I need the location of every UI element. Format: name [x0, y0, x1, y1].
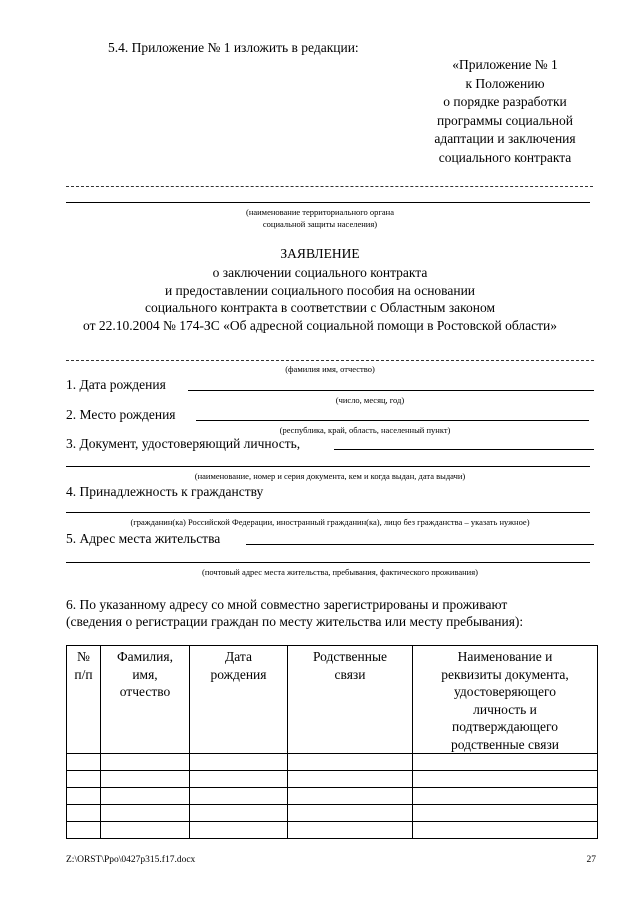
residents-table [66, 645, 598, 839]
header-line: № [77, 649, 90, 664]
title-line: от 22.10.2004 № 174-ЗС «Об адресной социальной помощи в Ростовской области» [83, 317, 557, 333]
table-cell[interactable] [413, 754, 598, 771]
appendix-line: социального контракта [438, 149, 572, 165]
table-cell[interactable] [101, 771, 190, 788]
appendix-line: адаптации и заключения [434, 131, 576, 146]
birth-date-field[interactable] [188, 390, 594, 391]
table-cell[interactable] [190, 771, 288, 788]
table-cell[interactable] [101, 754, 190, 771]
appendix-line: к Положению [465, 75, 545, 91]
appendix-line: программы социальной [437, 112, 573, 128]
table-cell[interactable] [101, 788, 190, 805]
header-line: родственные связи [451, 736, 559, 752]
fio-caption: (фамилия имя, отчество) [285, 364, 375, 374]
table-cell[interactable] [288, 754, 413, 771]
appendix-block [405, 56, 605, 167]
address-caption: (почтовый адрес места жительства, пребывания, фактического проживания) [202, 567, 478, 577]
table-cell[interactable] [288, 822, 413, 839]
birth-place-field[interactable] [196, 420, 589, 421]
table-cell[interactable] [67, 805, 101, 822]
title-line: и предоставлении социального пособия на основании [164, 282, 476, 298]
table-cell[interactable] [190, 805, 288, 822]
fio-line [66, 360, 594, 361]
header-line: Дата [225, 649, 252, 664]
table-cell[interactable] [190, 754, 288, 771]
table-row [67, 771, 598, 788]
document-caption: (наименование, номер и серия документа, кем и когда выдан, дата выдачи) [194, 471, 466, 481]
table-cell[interactable] [413, 822, 598, 839]
table-cell[interactable] [413, 805, 598, 822]
table-cell[interactable] [67, 771, 101, 788]
header-line: реквизиты документа, [441, 666, 569, 682]
citizenship-field[interactable] [66, 512, 590, 513]
document-field-2[interactable] [66, 466, 590, 467]
table-cell[interactable] [190, 822, 288, 839]
birth-place-caption: (республика, край, область, населенный пункт) [279, 425, 451, 435]
table-cell[interactable] [101, 822, 190, 839]
header-line: связи [334, 666, 366, 682]
header-line: имя, [132, 666, 158, 682]
authority-line-2 [66, 202, 590, 203]
intro-text: 5.4. Приложение № 1 изложить в редакции: [108, 40, 359, 55]
header-birth-date [190, 646, 288, 754]
title-line: социального контракта в соответствии с Областным законом [144, 300, 496, 315]
authority-line-1 [66, 186, 593, 187]
header-document [413, 646, 598, 754]
header-line: личность и [473, 701, 537, 717]
table-cell[interactable] [413, 771, 598, 788]
citizenship-label: 4. Принадлежность к гражданству [66, 484, 264, 499]
table-cell[interactable] [67, 822, 101, 839]
table-header-row [67, 646, 598, 754]
table-cell[interactable] [67, 788, 101, 805]
citizenship-caption: (гражданин(ка) Российской Федерации, иностранный гражданин(ка), лицо без гражданства – указать нужное) [130, 517, 530, 527]
table-row [67, 788, 598, 805]
appendix-line: о порядке разработки [443, 94, 567, 109]
birth-date-label: 1. Дата рождения [66, 377, 166, 392]
header-line: Наименование и [457, 649, 553, 664]
title-line: о заключении социального контракта [212, 265, 428, 280]
table-row [67, 805, 598, 822]
authority-caption: (наименование территориального органа [245, 207, 394, 217]
birth-place-label: 2. Место рождения [66, 407, 176, 422]
table-cell[interactable] [67, 754, 101, 771]
document-label: 3. Документ, удостоверяющий личность, [66, 436, 301, 451]
header-number [67, 646, 101, 754]
header-fio [101, 646, 190, 754]
table-row [67, 822, 598, 839]
table-cell[interactable] [190, 788, 288, 805]
header-line: Родственные [312, 649, 388, 664]
address-field[interactable] [246, 544, 594, 545]
table-row [67, 754, 598, 771]
appendix-line: «Приложение № 1 [452, 57, 558, 72]
section6-line2: (сведения о регистрации граждан по месту жительства или месту пребывания): [66, 614, 524, 629]
header-line: удостоверяющего [454, 684, 556, 699]
address-label: 5. Адрес места жительства [66, 531, 221, 546]
footer-path: Z:\ORST\Ppo\0427p315.f17.docx [66, 855, 196, 865]
header-line: п/п [74, 666, 93, 682]
header-line: отчество [119, 684, 171, 699]
table-cell[interactable] [288, 771, 413, 788]
address-field-2[interactable] [66, 562, 590, 563]
title-description [20, 264, 620, 334]
header-line: Фамилия, [117, 649, 173, 664]
document-title: ЗАЯВЛЕНИЕ [280, 246, 360, 261]
section6-line1: 6. По указанному адресу со мной совместно зарегистрированы и проживают [66, 597, 508, 612]
authority-caption: социальной защиты населения) [262, 219, 378, 229]
page-number: 27 [586, 855, 596, 865]
header-line: подтверждающего [451, 719, 558, 734]
table-cell[interactable] [413, 788, 598, 805]
document-field[interactable] [334, 449, 594, 450]
table-cell[interactable] [101, 805, 190, 822]
header-line: рождения [210, 666, 267, 682]
table-cell[interactable] [288, 805, 413, 822]
header-relation [288, 646, 413, 754]
table-cell[interactable] [288, 788, 413, 805]
birth-date-caption: (число, месяц, год) [335, 395, 405, 405]
